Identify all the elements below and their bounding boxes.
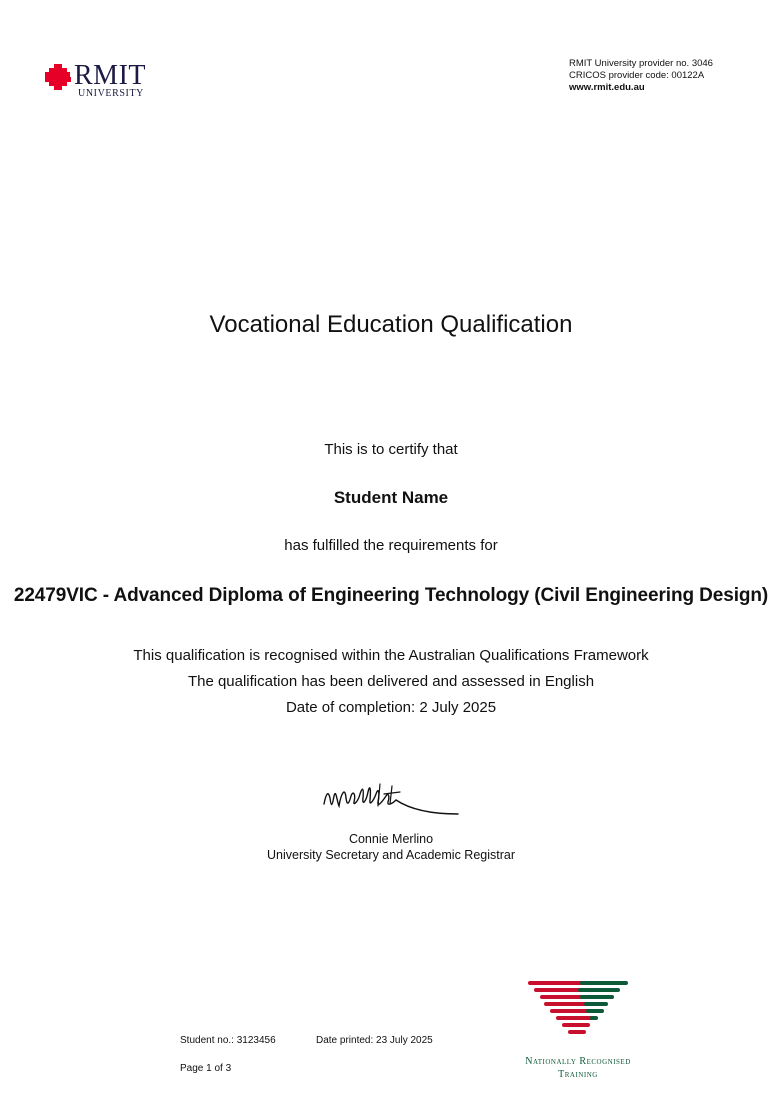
nrt-line-1: Nationally Recognised (525, 1056, 631, 1067)
rmit-pixel-mark-icon (44, 64, 74, 90)
page-number: Page 1 of 3 (180, 1063, 232, 1074)
delivery-statement: The qualification has been delivered and assessed in English (187, 673, 595, 690)
course-title: 22479VIC - Advanced Diploma of Engineering Technology (Civil Engineering Design) (13, 585, 769, 606)
qualification-details (0, 643, 782, 721)
cricos-code: CRICOS provider code: 00122A (569, 70, 705, 81)
rmit-subtitle: UNIVERSITY (78, 88, 144, 99)
date-printed: Date printed: 23 July 2025 (316, 1035, 433, 1046)
nrt-label (512, 1055, 644, 1081)
signatory-block (0, 831, 782, 863)
completion-date: Date of completion: 2 July 2025 (285, 699, 497, 716)
nrt-line-2: Training (558, 1069, 598, 1080)
student-number: Student no.: 3123456 (180, 1035, 276, 1046)
fulfilled-text: has fulfilled the requirements for (284, 537, 498, 554)
certify-text: This is to certify that (324, 441, 458, 458)
nrt-logo (512, 980, 644, 1080)
provider-number: RMIT University provider no. 3046 (569, 58, 713, 69)
certificate-title: Vocational Education Qualification (209, 311, 573, 338)
rmit-logo (44, 62, 164, 102)
nrt-triangle-icon (526, 980, 630, 1040)
provider-info (569, 58, 713, 94)
signatory-role: University Secretary and Academic Registrar (266, 848, 515, 862)
website-text: www.rmit.edu.au (569, 82, 645, 93)
signatory-name: Connie Merlino (348, 832, 434, 846)
student-name: Student Name (333, 488, 449, 507)
aqf-statement: This qualification is recognised within the Australian Qualifications Framework (133, 647, 649, 664)
rmit-wordmark: RMIT (74, 60, 146, 91)
signature-image (318, 780, 463, 820)
